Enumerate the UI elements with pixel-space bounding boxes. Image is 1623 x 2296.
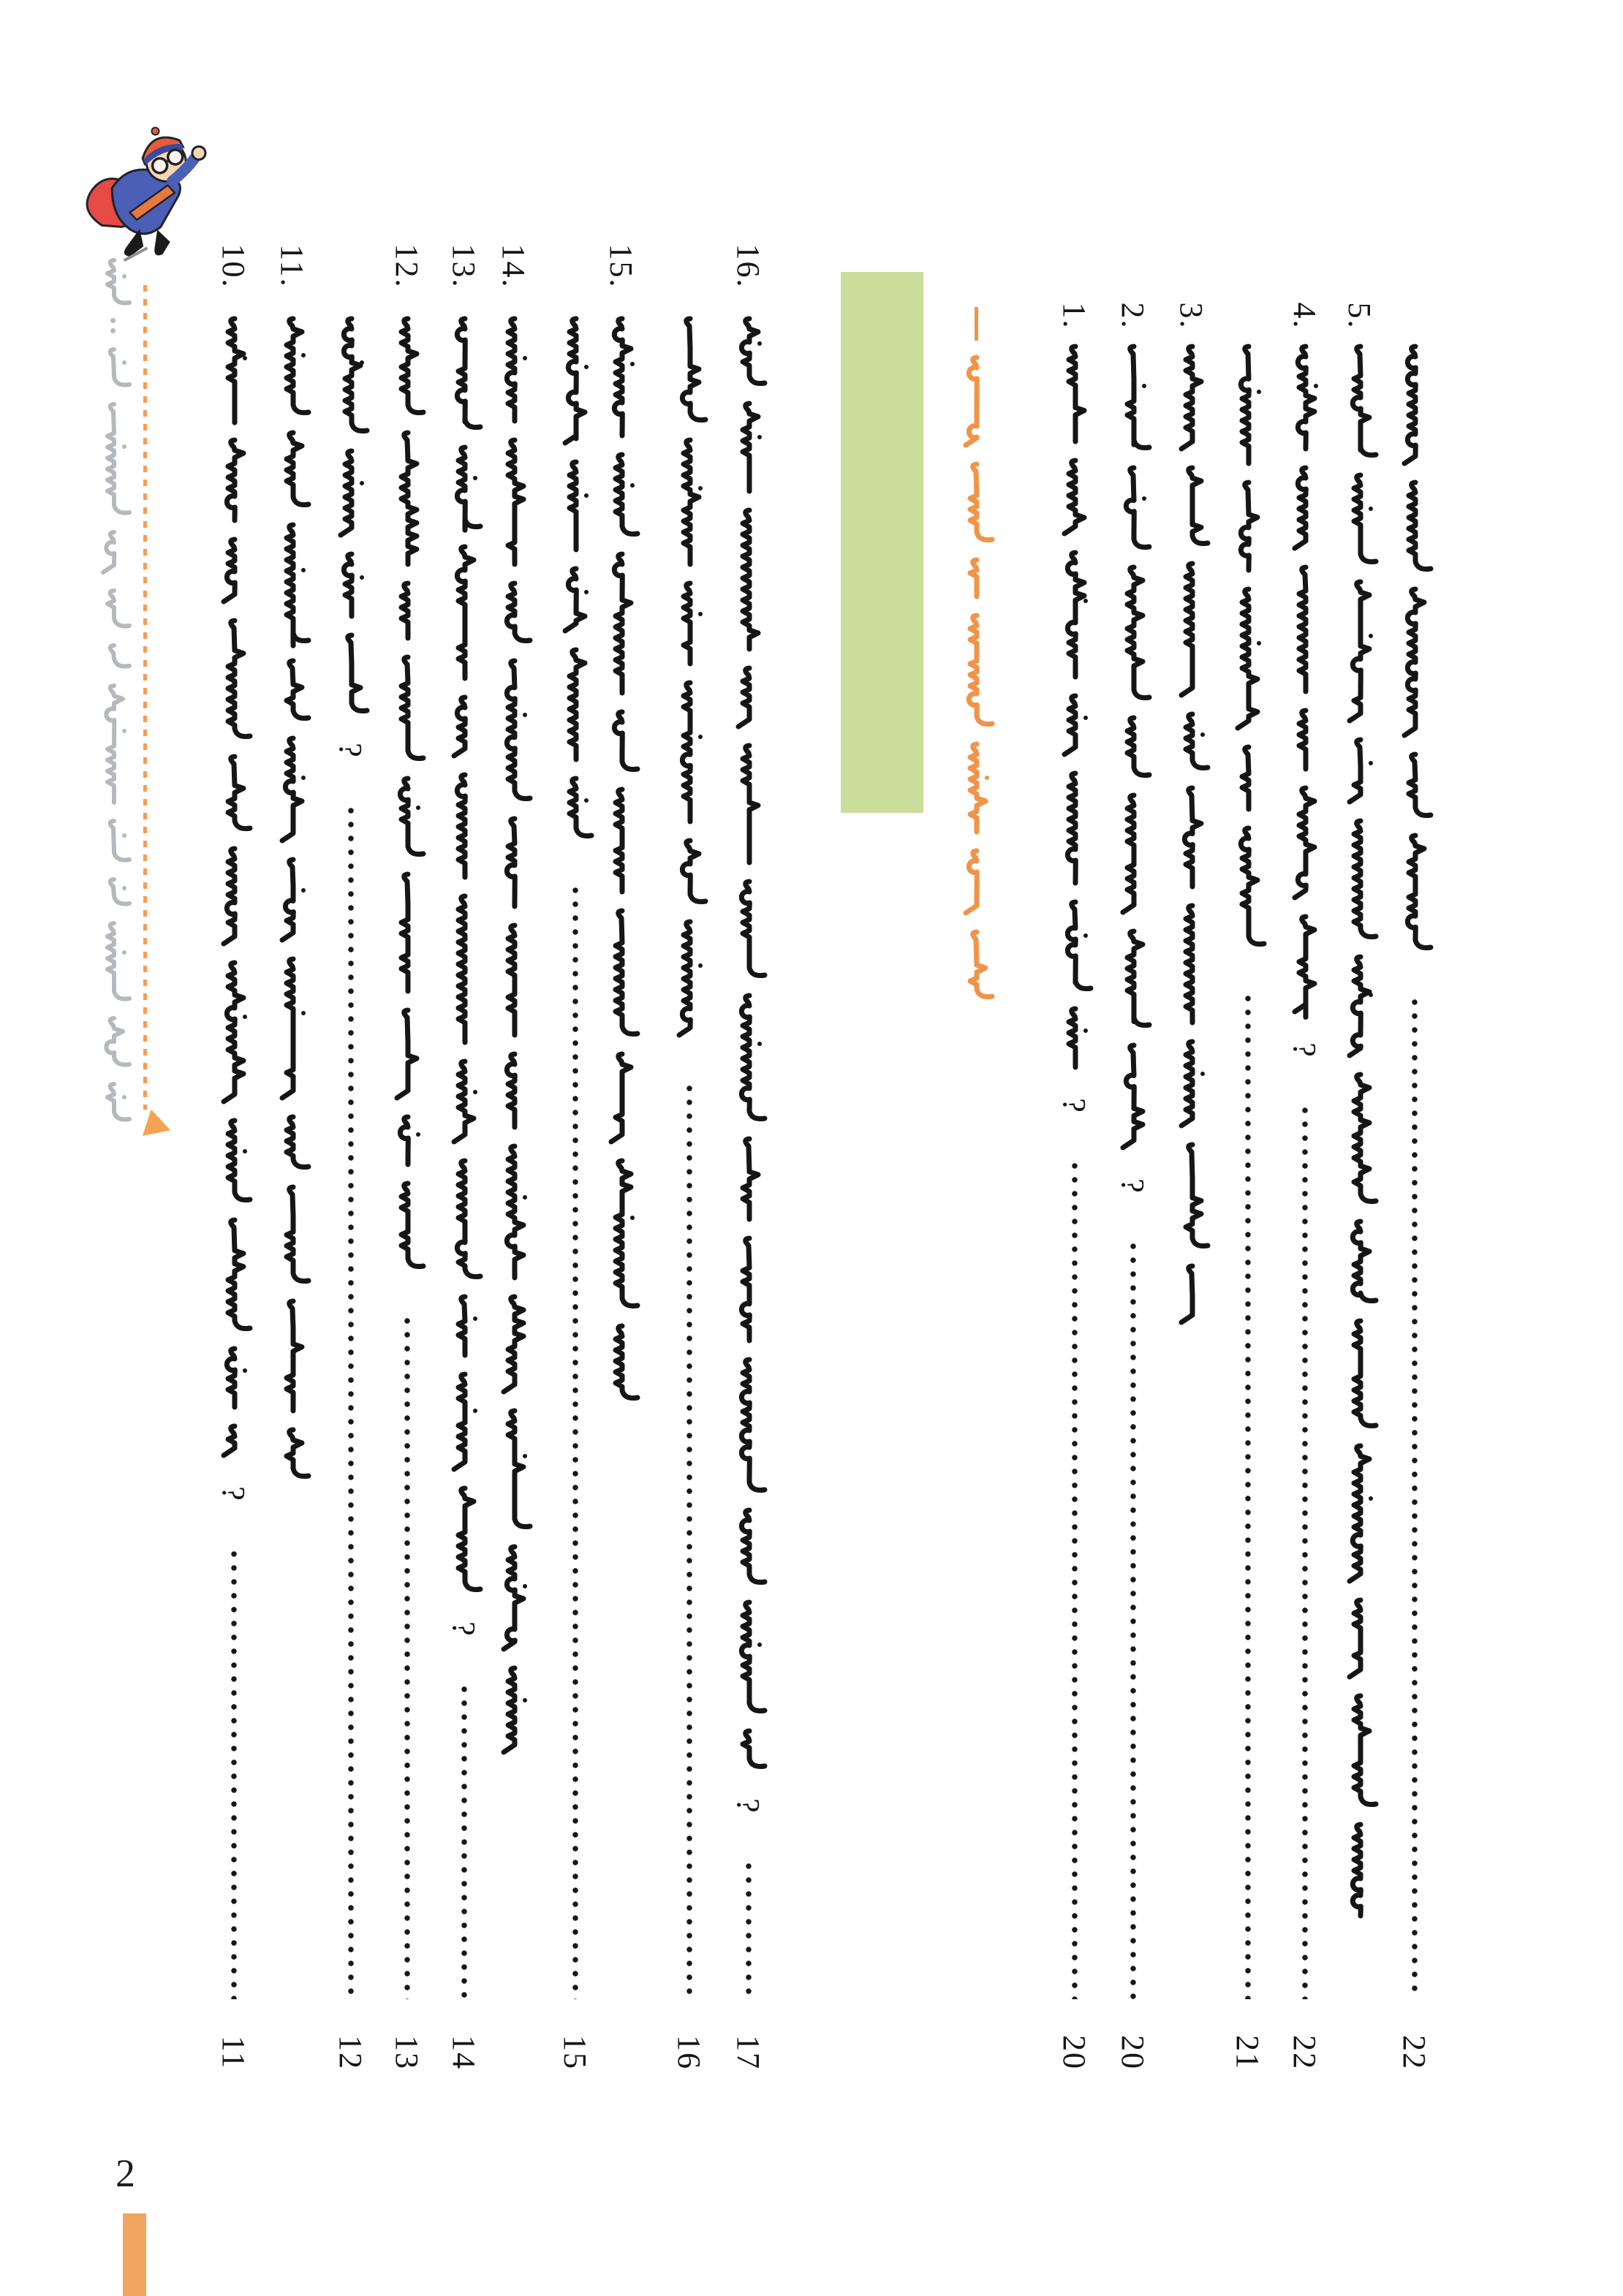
toc-entry-text-word <box>556 314 595 446</box>
toc-entry-text-word <box>1340 817 1380 941</box>
dotted-leader <box>231 1550 237 1999</box>
toc-entry-text-word <box>444 443 484 531</box>
toc-entry-text-word <box>444 693 484 759</box>
toc-entry-text-word <box>1055 898 1094 993</box>
toc-entry-text-word <box>1340 1217 1380 1305</box>
toc-entry-text-word <box>387 870 427 994</box>
toc-entry-text-word <box>214 616 254 740</box>
toc-entry-text-word <box>331 314 371 435</box>
toc-entry-text-word <box>670 836 709 906</box>
sidebar-caption-word <box>97 1080 129 1124</box>
toc-entry-text-word <box>1172 1140 1211 1250</box>
flying-boy-mascot <box>67 126 221 276</box>
toc-entry-number: 16. <box>730 243 767 289</box>
toc-entry-text-word <box>1340 1691 1380 1808</box>
toc-entry-text-word <box>602 450 641 538</box>
toc-entry-text-word <box>1340 342 1380 459</box>
toc-page-number: 21 <box>1230 2035 1266 2070</box>
toc-entry-text-word <box>331 550 371 619</box>
question-mark: ? <box>1056 1098 1093 1113</box>
toc-entry-text-word <box>273 734 312 844</box>
section-subtitle-word <box>958 353 994 448</box>
toc-entry-text-word <box>1285 563 1325 694</box>
toc-entry-text-word <box>1172 1262 1211 1325</box>
toc-entry-text-word <box>273 1297 312 1414</box>
toc-entry-text-word <box>273 656 312 722</box>
toc-entry-text-word <box>1340 1596 1380 1680</box>
toc-entry-text-word <box>387 774 427 858</box>
sidebar-caption-word <box>97 919 129 1003</box>
question-mark: ? <box>446 1621 483 1636</box>
toc-entry-number: 11. <box>274 244 311 288</box>
toc-entry-text-word <box>729 1234 768 1344</box>
dotted-leader <box>746 1863 752 1999</box>
toc-page-number: 15 <box>557 2035 594 2070</box>
toc-entry-text-word <box>444 770 484 880</box>
dotted-leader <box>686 1085 692 1999</box>
toc-entry-text-word <box>331 447 371 538</box>
toc-entry-text-word <box>444 314 484 431</box>
toc-entry-text-word <box>494 1542 534 1652</box>
dotted-leader <box>1072 1162 1078 1999</box>
toc-entry-text-word <box>1228 342 1268 466</box>
toc-entry-text-word <box>444 1057 484 1145</box>
toc-entry-text-word <box>729 1134 768 1222</box>
toc-entry-number: 1. <box>1056 302 1093 330</box>
toc-entry-text-word <box>1395 342 1434 466</box>
question-mark: ? <box>333 743 369 757</box>
toc-entry-number: 3. <box>1173 302 1210 330</box>
toc-page-number: 12 <box>333 2035 369 2070</box>
toc-entry-text-word <box>214 958 254 1105</box>
toc-entry-text-word <box>331 631 371 715</box>
dotted-leader <box>1130 1243 1136 1999</box>
toc-entry-text-word <box>1055 456 1094 537</box>
toc-entry-text-word <box>1285 342 1325 452</box>
toc-entry-text-word <box>387 1006 427 1101</box>
toc-entry-text-word <box>214 314 254 424</box>
toc-entry-number: 4. <box>1287 302 1323 330</box>
toc-entry-text-word <box>273 314 312 417</box>
toc-entry-text-word <box>494 579 534 645</box>
toc-entry-text-word <box>1228 824 1268 948</box>
sidebar-caption-word <box>97 875 129 908</box>
toc-entry-text-word <box>670 579 709 667</box>
toc-entry-text-word <box>1395 585 1434 738</box>
toc-entry-text-word <box>494 1292 534 1395</box>
toc-entry-text-word <box>214 1216 254 1333</box>
toc-entry-text-word <box>214 436 254 523</box>
page-folio-number: 2 <box>116 2151 135 2195</box>
toc-entry-text-word <box>494 436 534 567</box>
dotted-leader <box>572 887 578 1999</box>
toc-entry-text-word <box>494 814 534 909</box>
toc-entry-text-word <box>444 1370 484 1472</box>
toc-entry-number: 5. <box>1342 302 1378 330</box>
toc-entry-text-word <box>444 1156 484 1281</box>
question-mark: ? <box>216 1486 252 1501</box>
dotted-leader <box>1245 995 1251 1999</box>
sidebar-caption-word <box>97 681 129 806</box>
toc-page-number: 11 <box>216 2035 252 2070</box>
dotted-leader <box>1302 1107 1308 1999</box>
toc-entry-text-word <box>1395 750 1434 819</box>
toc-entry-text-word <box>1340 1070 1380 1205</box>
toc-page-number: 16 <box>671 2035 708 2070</box>
toc-entry-text-word <box>729 991 768 1123</box>
toc-entry-text-word <box>602 906 641 1038</box>
toc-entry-text-word <box>670 678 709 825</box>
toc-entry-text-word <box>387 579 427 641</box>
subtitle-dash <box>975 307 978 341</box>
toc-entry-text-word <box>602 708 641 773</box>
toc-entry-text-word <box>556 564 595 634</box>
toc-entry-text-word <box>444 892 484 1045</box>
sidebar-caption-word <box>97 345 129 389</box>
toc-entry-text-word <box>1172 901 1211 1026</box>
toc-entry-number: 2. <box>1115 302 1151 330</box>
margin-arrow-icon <box>143 1110 175 1144</box>
colon-dot <box>110 328 116 333</box>
toc-entry-text-word <box>1172 559 1211 698</box>
sidebar-caption-word <box>97 256 129 307</box>
toc-entry-text-word <box>729 1355 768 1494</box>
toc-entry-text-word <box>273 855 312 943</box>
toc-page-number: 14 <box>446 2035 483 2070</box>
toc-entry-text-word <box>1340 577 1380 724</box>
toc-entry-text-word <box>1113 342 1153 452</box>
toc-entry-text-word <box>273 955 312 1101</box>
toc-entry-text-word <box>1055 692 1094 757</box>
section-subtitle-word <box>958 928 994 1001</box>
toc-entry-text-word <box>1172 784 1211 890</box>
toc-entry-text-word <box>729 741 768 865</box>
toc-entry-text-word <box>1340 1820 1380 1919</box>
toc-page-number: 20 <box>1056 2035 1093 2070</box>
dotted-leader <box>348 807 354 1999</box>
toc-entry-text-word <box>729 877 768 980</box>
toc-page-number: 17 <box>730 2035 767 2070</box>
toc-entry-text-word <box>1055 769 1094 886</box>
toc-page-number: 22 <box>1396 2035 1433 2070</box>
toc-entry-text-word <box>729 1506 768 1586</box>
sidebar-caption-word <box>97 528 129 575</box>
section-subtitle-word <box>958 611 994 728</box>
question-mark: ? <box>730 1798 767 1813</box>
section-subtitle-word <box>958 460 994 544</box>
toc-entry-text-word <box>602 785 641 895</box>
toc-entry-text-word <box>273 1183 312 1285</box>
toc-entry-text-word <box>494 656 534 803</box>
toc-entry-text-word <box>602 1050 641 1145</box>
toc-entry-text-word <box>602 1322 641 1402</box>
toc-entry-text-word <box>1340 471 1380 566</box>
toc-entry-text-word <box>1285 706 1325 772</box>
sidebar-caption-word <box>97 641 129 670</box>
toc-entry-text-word <box>214 752 254 833</box>
toc-entry-text-word <box>1113 713 1153 779</box>
margin-dashed-rule <box>143 285 147 1110</box>
toc-page-number: 13 <box>389 2035 425 2070</box>
toc-entry-text-word <box>1285 912 1325 1015</box>
toc-entry-number: 10. <box>216 243 252 289</box>
toc-entry-text-word <box>1113 1041 1153 1151</box>
toc-entry-text-word <box>494 1664 534 1755</box>
toc-entry-text-word <box>1172 463 1211 548</box>
section-subtitle-word <box>958 740 994 835</box>
toc-entry-number: 12. <box>389 243 425 289</box>
toc-entry-text-word <box>444 542 484 681</box>
toc-entry-text-word <box>273 520 312 645</box>
toc-entry-text-word <box>214 1422 254 1458</box>
toc-entry-text-word <box>602 314 641 439</box>
toc-entry-text-word <box>556 645 595 762</box>
toc-entry-text-word <box>729 1727 768 1770</box>
toc-entry-text-word <box>214 844 254 947</box>
dotted-leader <box>461 1686 467 1999</box>
toc-entry-text-word <box>670 917 709 1038</box>
toc-entry-text-word <box>1340 952 1380 1058</box>
section-subtitle-word <box>958 556 994 599</box>
toc-entry-text-word <box>1055 1004 1094 1070</box>
toc-entry-text-word <box>729 664 768 730</box>
toc-entry-text-word <box>1172 1037 1211 1129</box>
toc-entry-text-word <box>494 1050 534 1130</box>
toc-entry-text-word <box>273 1113 312 1171</box>
toc-entry-text-word <box>729 314 768 387</box>
toc-entry-number: 15. <box>603 243 640 289</box>
toc-entry-text-word <box>494 314 534 424</box>
dotted-leader <box>404 1317 410 1999</box>
question-mark: ? <box>1115 1178 1151 1193</box>
toc-entry-text-word <box>494 921 534 1038</box>
toc-entry-text-word <box>387 314 427 417</box>
toc-entry-text-word <box>387 428 427 567</box>
toc-entry-text-word <box>602 550 641 696</box>
sidebar-caption-word <box>97 1014 129 1069</box>
toc-entry-text-word <box>1285 784 1325 901</box>
toc-entry-text-word <box>1228 743 1268 812</box>
toc-entry-number: 13. <box>446 243 483 289</box>
section-subtitle-word <box>958 846 994 916</box>
toc-entry-text-word <box>1172 342 1211 452</box>
sidebar-caption-word <box>97 400 129 517</box>
toc-entry-text-word <box>444 1484 484 1594</box>
toc-entry-text-word <box>556 458 595 553</box>
toc-entry-text-word <box>1113 463 1153 551</box>
toc-entry-text-word <box>1340 1316 1380 1430</box>
toc-entry-text-word <box>1340 735 1380 805</box>
toc-entry-text-word <box>670 314 709 424</box>
toc-page-number: 20 <box>1115 2035 1151 2070</box>
toc-entry-text-word <box>1340 1441 1380 1584</box>
toc-entry-text-word <box>1055 548 1094 680</box>
dotted-leader <box>1412 999 1418 1999</box>
toc-entry-text-word <box>1395 831 1434 952</box>
toc-entry-text-word <box>214 1344 254 1410</box>
toc-entry-text-word <box>1113 927 1153 1029</box>
toc-entry-text-word <box>387 653 427 762</box>
sidebar-caption-word <box>97 586 129 630</box>
toc-entry-number: 14. <box>496 243 532 289</box>
toc-entry-text-word <box>387 1113 427 1167</box>
toc-entry-text-word <box>387 1179 427 1270</box>
question-mark: ? <box>1287 1042 1323 1057</box>
sidebar-caption-word <box>97 817 129 864</box>
toc-entry-text-word <box>602 1156 641 1310</box>
colon-dot <box>110 318 116 323</box>
toc-entry-text-word <box>1113 563 1153 702</box>
toc-entry-text-word <box>1228 585 1268 731</box>
toc-entry-text-word <box>494 1142 534 1281</box>
toc-entry-text-word <box>556 774 595 840</box>
toc-entry-text-word <box>670 436 709 567</box>
toc-entry-text-word <box>444 1292 484 1358</box>
toc-entry-text-word <box>729 399 768 494</box>
toc-entry-text-word <box>273 428 312 509</box>
toc-entry-text-word <box>214 535 254 605</box>
toc-entry-text-word <box>1395 478 1434 573</box>
toc-entry-text-word <box>1172 710 1211 772</box>
toc-page-number: 22 <box>1287 2035 1323 2070</box>
toc-entry-text-word <box>729 506 768 652</box>
toc-entry-text-word <box>729 1598 768 1715</box>
toc-entry-text-word <box>1113 791 1153 915</box>
toc-entry-text-word <box>1055 342 1094 444</box>
toc-entry-text-word <box>1228 478 1268 573</box>
toc-entry-text-word <box>1285 463 1325 551</box>
page-edge-tab <box>123 2213 146 2296</box>
toc-entry-text-word <box>214 1116 254 1204</box>
section-header-green-box <box>841 272 923 813</box>
toc-entry-text-word <box>494 1406 534 1531</box>
toc-entry-text-word <box>273 1425 312 1480</box>
